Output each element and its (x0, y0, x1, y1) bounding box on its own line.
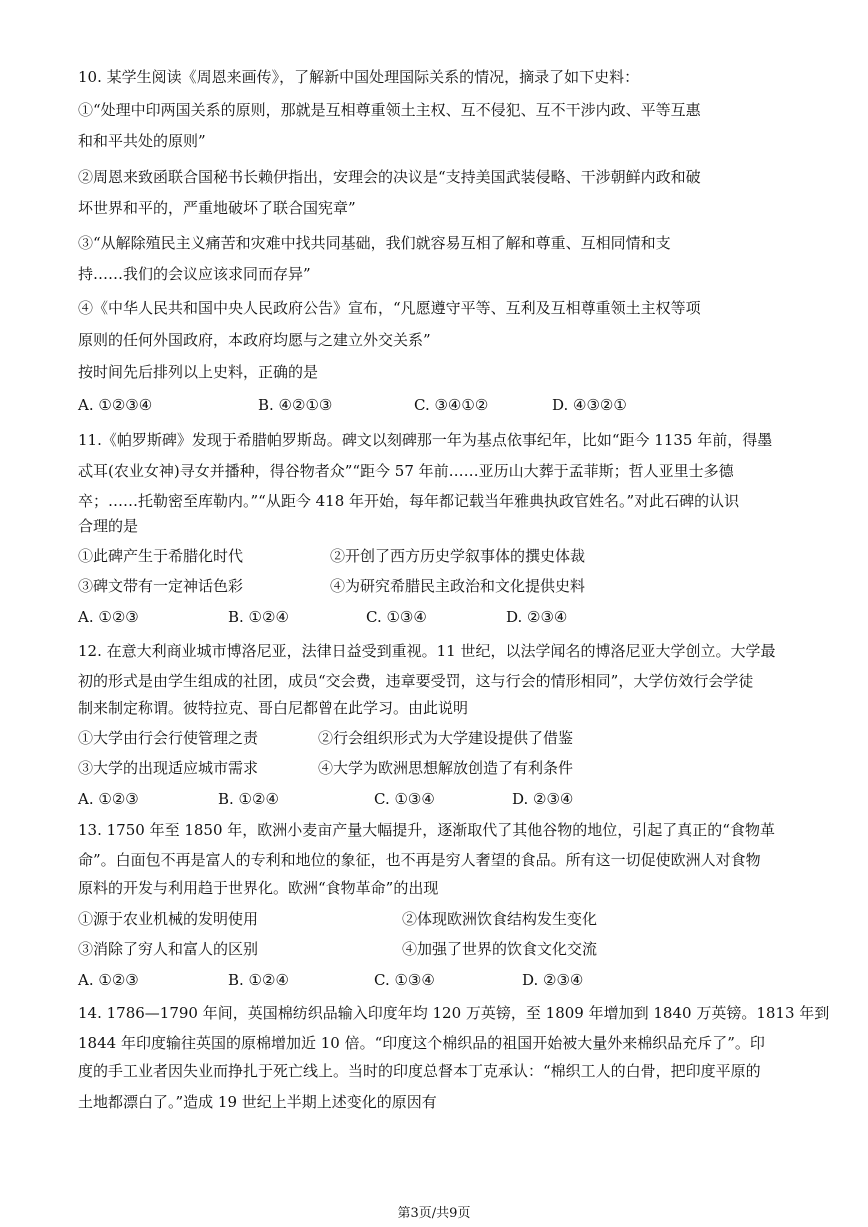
q11-choice1: ①此碑产生于希腊化时代 (78, 547, 244, 565)
q10-source2-line2: 坏世界和平的，严重地破坏了联合国宪章” (78, 199, 356, 217)
q10-question: 按时间先后排列以上史料，正确的是 (78, 363, 319, 381)
q12-choice1: ①大学由行会行使管理之责 (78, 729, 259, 747)
q10-source4-line1: ④《中华人民共和国中央人民政府公告》宣布，“凡愿遵守平等、互利及互相尊重领土主权等项 (78, 299, 701, 317)
q11-line4: 合理的是 (78, 517, 139, 535)
q12-option-d: D. ②③④ (512, 790, 574, 808)
q12-choice3: ③大学的出现适应城市需求 (78, 759, 259, 777)
q12-choice2: ②行会组织形式为大学建设提供了借鉴 (318, 729, 574, 747)
q11-choice2: ②开创了西方历史学叙事体的撰史体裁 (330, 547, 586, 565)
q13-choice1: ①源于农业机械的发明使用 (78, 910, 259, 928)
q10-source4-line2: 原则的任何外国政府，本政府均愿与之建立外交关系” (78, 331, 431, 349)
q13-option-c: C. ①③④ (374, 971, 435, 989)
q13-option-a: A. ①②③ (78, 971, 139, 989)
q11-option-b: B. ①②④ (228, 608, 289, 626)
q13-option-b: B. ①②④ (228, 971, 289, 989)
q13-choice2: ②体现欧洲饮食结构发生变化 (402, 910, 598, 928)
q13-choice4: ④加强了世界的饮食文化交流 (402, 940, 598, 958)
q11-choice4: ④为研究希腊民主政治和文化提供史料 (330, 577, 586, 595)
q12-option-c: C. ①③④ (374, 790, 435, 808)
q10-source1-line2: 和和平共处的原则” (78, 132, 206, 150)
page-number: 第3页/共9页 (397, 1206, 471, 1221)
q11-line2: 忒耳(农业女神)寻女并播种，得谷物者众”“距今 57 年前……亚历山大葬于孟菲斯；哲人亚里士多德 (78, 462, 734, 480)
q10-option-a: A. ①②③④ (78, 396, 153, 414)
q11-option-d: D. ②③④ (506, 608, 568, 626)
q12-line3: 制来制定称谓。彼特拉克、哥白尼都曾在此学习。由此说明 (78, 699, 469, 717)
q13-choice3: ③消除了穷人和富人的区别 (78, 940, 259, 958)
q13-option-d: D. ②③④ (522, 971, 584, 989)
q12-line1: 12. 在意大利商业城市博洛尼亚，法律日益受到重视。11 世纪，以法学闻名的博洛尼亚大学创立。大学最 (78, 642, 776, 660)
q12-line2: 初的形式是由学生组成的社团，成员“交会费，违章要受罚，这与行会的情形相同”，大学仿效行会学徒 (78, 672, 754, 690)
q14-line1: 14. 1786—1790 年间，英国棉纺织品输入印度年均 120 万英镑，至 1809 年增加到 1840 万英镑。1813 年到 (78, 1004, 830, 1022)
q12-choice4: ④大学为欧洲思想解放创造了有利条件 (318, 759, 574, 777)
q10-option-d: D. ④③②① (552, 396, 627, 414)
q10-stem: 10. 某学生阅读《周恩来画传》，了解新中国处理国际关系的情况，摘录了如下史料： (78, 68, 640, 86)
q11-option-c: C. ①③④ (366, 608, 427, 626)
q11-option-a: A. ①②③ (78, 608, 139, 626)
q11-choice3: ③碑文带有一定神话色彩 (78, 577, 244, 595)
q10-source1-line1: ①“处理中印两国关系的原则，那就是互相尊重领土主权、互不侵犯、互不干涉内政、平等互惠 (78, 101, 701, 119)
q10-option-b: B. ④②①③ (258, 396, 333, 414)
q10-source2-line1: ②周恩来致函联合国秘书长赖伊指出，安理会的决议是“支持美国武装侵略、干涉朝鲜内政和破 (78, 168, 701, 186)
q10-source3-line1: ③“从解除殖民主义痛苦和灾难中找共同基础，我们就容易互相了解和尊重、互相同情和支 (78, 234, 671, 252)
q14-line3: 度的手工业者因失业而挣扎于死亡线上。当时的印度总督本丁克承认：“棉织工人的白骨，把印度平原的 (78, 1062, 761, 1080)
q14-line4: 土地都漂白了。”造成 19 世纪上半期上述变化的原因有 (78, 1093, 437, 1111)
q12-option-b: B. ①②④ (218, 790, 279, 808)
q12-option-a: A. ①②③ (78, 790, 139, 808)
q10-source3-line2: 持……我们的会议应该求同而存异” (78, 265, 311, 283)
q11-line1: 11.《帕罗斯碑》发现于希腊帕罗斯岛。碑文以刻碑那一年为基点依事纪年，比如“距今 1135 年前，得墨 (78, 431, 773, 449)
q13-line3: 原料的开发与利用趋于世界化。欧洲“食物革命”的出现 (78, 879, 439, 897)
q13-line2: 命”。白面包不再是富人的专利和地位的象征，也不再是穷人奢望的食品。所有这一切促使欧洲人对食物 (78, 851, 761, 869)
q13-line1: 13. 1750 年至 1850 年，欧洲小麦亩产量大幅提升，逐渐取代了其他谷物的地位，引起了真正的“食物革 (78, 821, 775, 839)
q10-option-c: C. ③④①② (414, 396, 489, 414)
q11-line3: 卒；……托勒密至库勒内。”“从距今 418 年开始，每年都记载当年雅典执政官姓名。”对此石碑的认识 (78, 492, 740, 510)
q14-line2: 1844 年印度输往英国的原棉增加近 10 倍。“印度这个棉织品的祖国开始被大量外来棉织品充斥了”。印 (78, 1034, 765, 1052)
